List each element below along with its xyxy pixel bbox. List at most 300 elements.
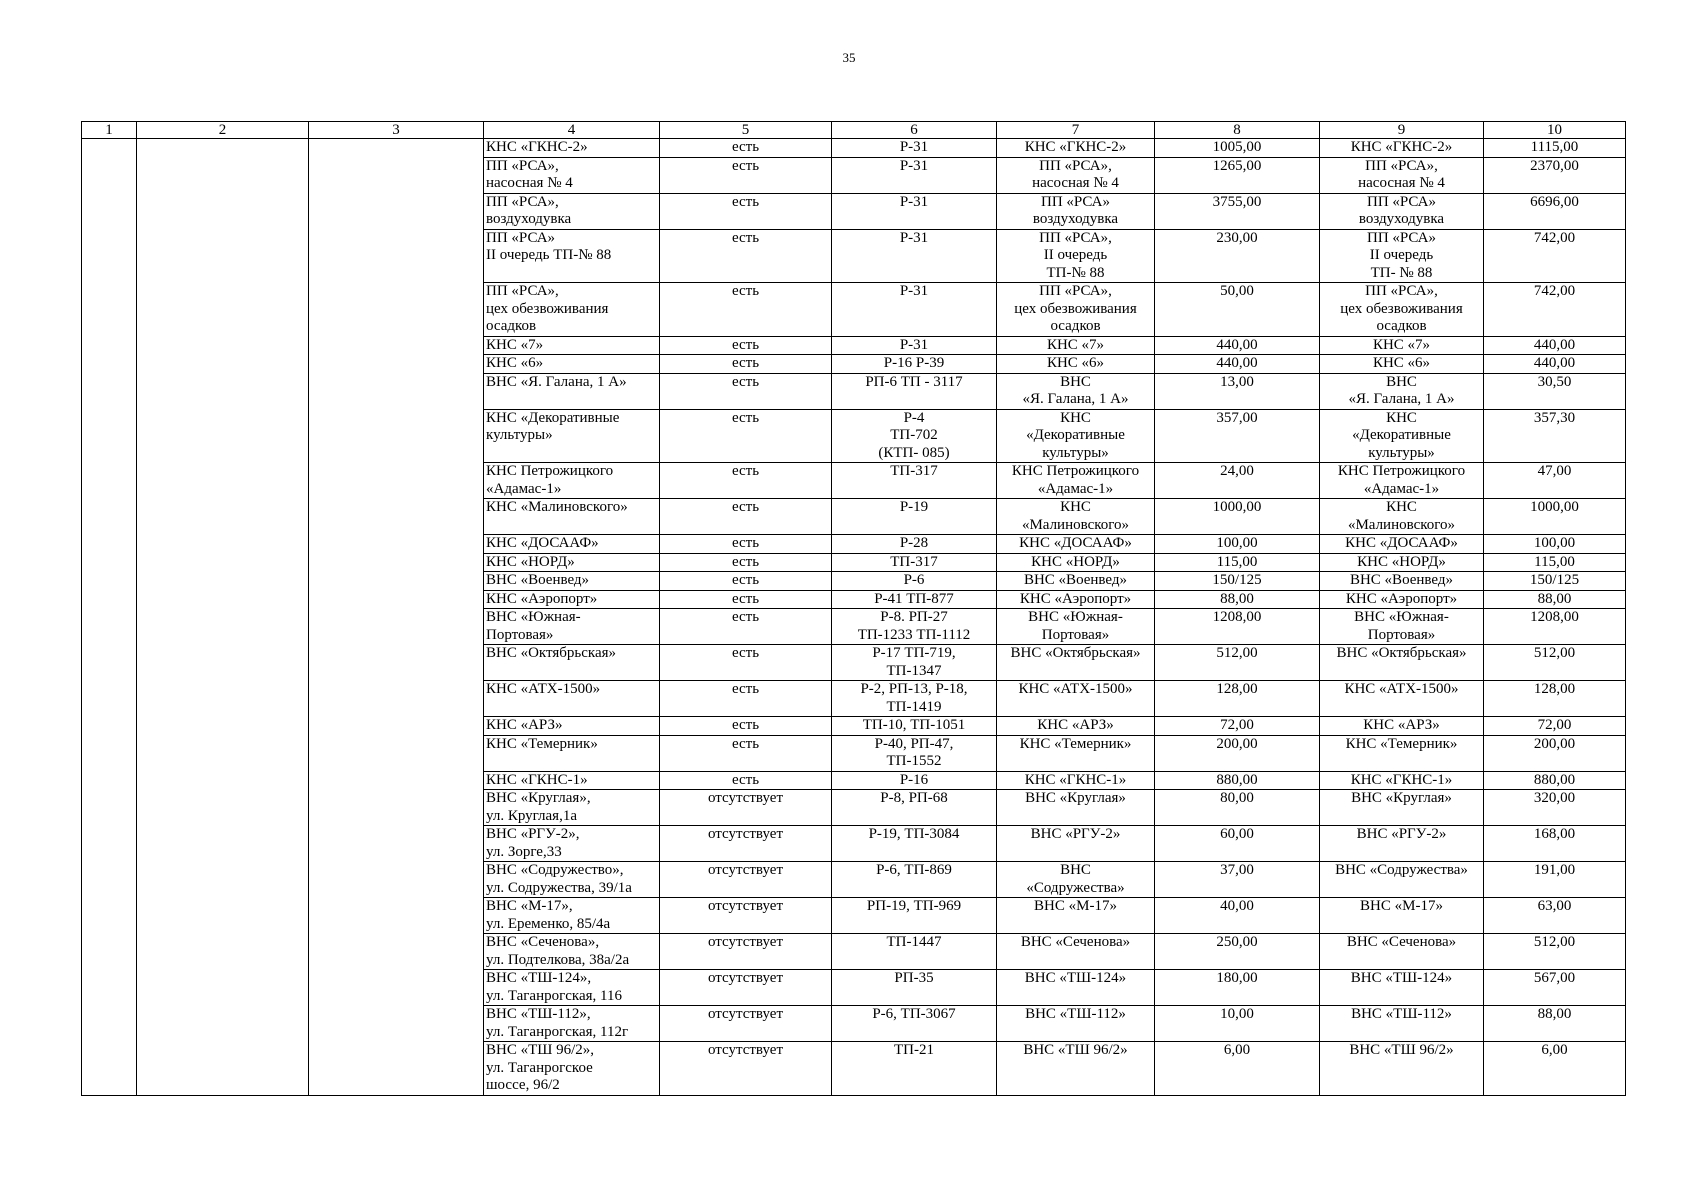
cell-col-5: есть [660,717,832,736]
cell-line: Р-8, РП-68 [880,790,948,806]
cell-col-7 [997,826,1155,862]
cell-line: ВНС «М-17» [1034,898,1117,914]
cell-line: Р-41 ТП-877 [874,590,954,607]
cell-col-7 [997,572,1155,591]
cell-col-7 [997,898,1155,934]
cell-line: Р-17 ТП-719, [872,645,956,661]
cell-line: ТП-1419 [886,698,942,715]
cell-line: КНС «ДОСААФ» [1345,535,1458,551]
cell-line: КНС «Аэропорт» [1345,590,1458,607]
cell-col-5: есть [660,681,832,717]
cell-line: «Содружества» [1026,879,1125,896]
cell-col-4 [484,373,660,409]
cell-col-8: 230,00 [1155,229,1320,283]
cell-col-10: 200,00 [1484,735,1626,771]
cell-line: цех обезвоживания [1014,300,1137,317]
column-header: 8 [1155,122,1320,139]
cell-col-6 [832,355,997,374]
cell-line: ТП-10, ТП-1051 [862,717,966,733]
cell-col-10: 168,00 [1484,826,1626,862]
cell-col-9 [1320,409,1484,463]
cell-col-9 [1320,283,1484,337]
cell-col-10: 6,00 [1484,1042,1626,1096]
cell-col-5: отсутствует [660,826,832,862]
cell-col-4 [484,862,660,898]
cell-col-5: есть [660,463,832,499]
cell-line: шоссе, 96/2 [486,1077,560,1093]
cell-col-4 [484,572,660,591]
cell-line: «Декоративные [1026,427,1125,443]
cell-line: КНС [1060,499,1091,515]
cell-col-8: 88,00 [1155,590,1320,609]
cell-col-8: 100,00 [1155,535,1320,554]
cell-col-10: 30,50 [1484,373,1626,409]
cell-line: ВНС «ТШ-112», [486,1006,591,1022]
cell-line: ВНС «ТШ 96/2» [1349,1042,1454,1058]
cell-line: КНС «ГКНС-1» [1024,771,1127,788]
cell-line: Р-19 [899,499,929,515]
cell-line: Портовая» [486,626,554,643]
cell-col-5: отсутствует [660,934,832,970]
cell-line: КНС «АРЗ» [1037,717,1114,733]
cell-col-7 [997,862,1155,898]
cell-col-6 [832,409,997,463]
column-header: 9 [1320,122,1484,139]
cell-line: ПП «РСА» [1040,193,1111,210]
cell-col-4 [484,790,660,826]
cell-line: ВНС «Круглая» [1351,790,1452,806]
cell-col-4 [484,681,660,717]
cell-col-9 [1320,355,1484,374]
cell-col-4 [484,771,660,790]
cell-col-5: есть [660,735,832,771]
cell-line: ВНС «Сеченова» [1346,934,1457,950]
cell-line: ПП «РСА», [1365,157,1438,174]
cell-col-8: 180,00 [1155,970,1320,1006]
cell-col-5: есть [660,193,832,229]
cell-col-7 [997,193,1155,229]
cell-col-7 [997,139,1155,158]
cell-line: Р-16 Р-39 [883,355,945,371]
cell-col-8: 440,00 [1155,355,1320,374]
cell-col-4 [484,283,660,337]
cell-col-9 [1320,373,1484,409]
cell-col-6 [832,499,997,535]
cell-line: Р-31 [899,336,929,353]
cell-col-10: 72,00 [1484,717,1626,736]
cell-line: ВНС [1060,373,1091,390]
cell-col-5: отсутствует [660,790,832,826]
cell-col-6 [832,771,997,790]
cell-line: ПП «РСА», [1365,283,1438,299]
cell-line: КНС Петрожицкого [1337,463,1466,479]
cell-col-8: 1000,00 [1155,499,1320,535]
cell-col-4 [484,535,660,554]
cell-col-10: 440,00 [1484,355,1626,374]
cell-line: Р-6, ТП-869 [876,862,952,878]
merged-empty-cell [309,139,484,1096]
cell-col-6 [832,1042,997,1096]
cell-line: КНС [1386,499,1417,515]
cell-col-8: 1208,00 [1155,609,1320,645]
cell-col-7 [997,790,1155,826]
cell-line: ПП «РСА», [486,193,559,210]
cell-line: ВНС «М-17» [1360,898,1443,914]
cell-line: КНС «Малиновского» [486,499,628,515]
cell-col-9 [1320,681,1484,717]
cell-line: Р-28 [899,535,929,551]
cell-col-10: 2370,00 [1484,157,1626,193]
cell-col-6 [832,934,997,970]
column-number-row [82,122,1626,139]
cell-line: РП-19, ТП-969 [866,898,962,914]
cell-col-8: 13,00 [1155,373,1320,409]
cell-col-5: есть [660,572,832,591]
cell-col-6 [832,336,997,355]
cell-col-6 [832,970,997,1006]
cell-line: КНС «7» [1046,336,1105,353]
cell-col-5: есть [660,283,832,337]
cell-col-4 [484,826,660,862]
cell-col-7 [997,609,1155,645]
cell-line: культуры» [1042,444,1109,461]
cell-col-10: 440,00 [1484,336,1626,355]
cell-line: ул. Круглая,1а [486,807,577,824]
cell-line: ВНС «Южная- [1354,609,1449,625]
cell-line: ВНС [1060,862,1091,878]
cell-col-9 [1320,826,1484,862]
cell-col-6 [832,535,997,554]
cell-col-4 [484,157,660,193]
cell-line: Р-31 [899,139,929,155]
cell-col-9 [1320,898,1484,934]
cell-line: КНС «7» [1372,336,1431,353]
cell-col-10: 47,00 [1484,463,1626,499]
cell-col-10: 357,30 [1484,409,1626,463]
cell-col-7 [997,553,1155,572]
cell-col-9 [1320,463,1484,499]
cell-col-10: 88,00 [1484,1006,1626,1042]
cell-col-5: отсутствует [660,1042,832,1096]
cell-col-9 [1320,717,1484,736]
cell-line: II очередь [1369,247,1434,263]
cell-col-8: 40,00 [1155,898,1320,934]
cell-col-5: есть [660,535,832,554]
cell-col-9 [1320,790,1484,826]
cell-line: ул. Таганрогская, 112г [486,1023,629,1040]
cell-col-5: отсутствует [660,862,832,898]
cell-col-8: 80,00 [1155,790,1320,826]
cell-col-5: есть [660,229,832,283]
cell-col-4 [484,970,660,1006]
cell-line: КНС «7» [486,336,544,353]
cell-line: КНС «Аэропорт» [486,590,598,607]
cell-col-10: 1115,00 [1484,139,1626,158]
cell-col-9 [1320,862,1484,898]
cell-col-6 [832,373,997,409]
cell-line: Р-31 [899,157,929,174]
cell-col-7 [997,735,1155,771]
cell-line: ТП-317 [890,553,938,570]
cell-col-9 [1320,645,1484,681]
cell-line: ВНС «ТШ 96/2» [1023,1042,1128,1058]
cell-line: Р-31 [899,283,929,299]
cell-col-6 [832,283,997,337]
cell-line: ТП-1347 [886,662,942,679]
cell-col-7 [997,535,1155,554]
column-header: 1 [82,122,137,139]
cell-line: ПП «РСА», [486,283,559,299]
cell-line: Р-19, ТП-3084 [868,826,960,842]
cell-line: ВНС «ТШ-112» [1025,1006,1126,1022]
cell-col-7 [997,934,1155,970]
cell-col-4 [484,193,660,229]
column-header: 2 [137,122,309,139]
cell-col-4 [484,229,660,283]
cell-col-5: отсутствует [660,970,832,1006]
cell-col-4 [484,553,660,572]
cell-col-4 [484,355,660,374]
cell-line: КНС «Декоративные [486,409,620,426]
data-table [81,121,1626,1096]
cell-col-8: 24,00 [1155,463,1320,499]
cell-line: ТП-№ 88 [1046,264,1105,281]
cell-line: осадков [1376,318,1427,334]
cell-col-10: 742,00 [1484,283,1626,337]
cell-col-7 [997,771,1155,790]
cell-col-9 [1320,553,1484,572]
cell-col-9 [1320,735,1484,771]
cell-col-7 [997,283,1155,337]
cell-line: «Адамас-1» [1363,480,1440,497]
cell-col-8: 357,00 [1155,409,1320,463]
cell-line: КНС «НОРД» [486,553,575,570]
cell-line: ТП-1552 [886,753,942,769]
cell-col-10: 191,00 [1484,862,1626,898]
cell-line: культуры» [486,427,553,443]
cell-line: ул. Таганрогская, 116 [486,987,622,1004]
cell-col-8: 150/125 [1155,572,1320,591]
cell-col-9 [1320,572,1484,591]
cell-col-10: 63,00 [1484,898,1626,934]
cell-col-10: 512,00 [1484,934,1626,970]
cell-line: КНС «АТХ-1500» [486,681,601,697]
cell-col-4 [484,463,660,499]
cell-col-8: 440,00 [1155,336,1320,355]
merged-empty-cell [82,139,137,1096]
cell-line: КНС «6» [1372,355,1431,371]
cell-col-4 [484,499,660,535]
cell-line: КНС Петрожицкого [486,463,614,479]
cell-col-7 [997,499,1155,535]
cell-line: ВНС «РГУ-2», [486,826,580,842]
cell-line: ВНС «М-17», [486,898,573,914]
cell-line: КНС «Темерник» [1019,735,1132,752]
cell-col-4 [484,735,660,771]
cell-col-6 [832,717,997,736]
cell-line: насосная № 4 [486,175,573,191]
cell-col-9 [1320,157,1484,193]
cell-line: КНС «6» [486,355,544,371]
cell-col-4 [484,336,660,355]
cell-line: КНС «АТХ-1500» [1018,681,1133,697]
cell-line: ВНС «Октябрьская» [486,645,617,661]
cell-col-5: отсутствует [660,1006,832,1042]
cell-col-7 [997,590,1155,609]
cell-col-5: есть [660,355,832,374]
cell-line: ВНС «Южная- [1028,609,1123,625]
cell-col-7 [997,681,1155,717]
cell-col-9 [1320,1042,1484,1096]
cell-col-10: 100,00 [1484,535,1626,554]
cell-line: насосная № 4 [1358,175,1445,191]
cell-col-8: 115,00 [1155,553,1320,572]
cell-col-7 [997,336,1155,355]
cell-line: ул. Еременко, 85/4а [486,915,611,932]
cell-col-9 [1320,609,1484,645]
column-header: 3 [309,122,484,139]
column-header: 6 [832,122,997,139]
cell-col-5: есть [660,409,832,463]
cell-col-4 [484,898,660,934]
cell-col-9 [1320,1006,1484,1042]
cell-line: ВНС «Сеченова», [486,934,600,950]
column-header: 5 [660,122,832,139]
cell-col-9 [1320,934,1484,970]
cell-line: осадков [1050,318,1101,334]
table-row [82,139,1626,158]
cell-col-6 [832,572,997,591]
cell-line: ТП-21 [894,1042,934,1058]
cell-col-4 [484,1042,660,1096]
cell-line: ВНС «Круглая» [1025,790,1126,806]
cell-col-10: 6696,00 [1484,193,1626,229]
cell-line: ВНС «ТШ 96/2», [486,1042,595,1058]
cell-line: ВНС «Военвед» [1349,572,1454,588]
cell-line: ВНС «Сеченова» [1020,934,1131,950]
cell-col-8: 10,00 [1155,1006,1320,1042]
cell-line: II очередь [1043,247,1108,263]
cell-col-9 [1320,336,1484,355]
cell-line: КНС «ГКНС-2» [1350,139,1453,155]
cell-line: ВНС «ТШ-124» [1350,970,1453,986]
cell-col-4 [484,409,660,463]
cell-col-5: есть [660,590,832,609]
cell-col-8: 3755,00 [1155,193,1320,229]
cell-line: КНС «НОРД» [1357,553,1446,570]
cell-col-10: 1208,00 [1484,609,1626,645]
cell-col-8: 128,00 [1155,681,1320,717]
cell-line: КНС «ГКНС-2» [1024,139,1127,155]
cell-col-4 [484,1006,660,1042]
cell-col-4 [484,139,660,158]
cell-line: ВНС «Южная- [486,609,581,625]
cell-line: ВНС «Октябрьская» [1010,645,1141,661]
cell-col-6 [832,193,997,229]
cell-col-10: 880,00 [1484,771,1626,790]
cell-line: КНС «ГКНС-1» [1350,771,1453,788]
cell-col-5: есть [660,553,832,572]
cell-line: Р-6 [903,572,925,588]
cell-col-8: 200,00 [1155,735,1320,771]
cell-col-6 [832,157,997,193]
cell-col-5: есть [660,139,832,158]
cell-line: «Адамас-1» [486,480,562,497]
cell-col-4 [484,717,660,736]
cell-col-6 [832,463,997,499]
cell-col-5: отсутствует [660,898,832,934]
cell-col-8: 250,00 [1155,934,1320,970]
cell-line: ВНС «РГУ-2» [1356,826,1447,842]
cell-line: КНС «ДОСААФ» [1019,535,1132,551]
cell-line: КНС «6» [1046,355,1105,371]
cell-line: Портовая» [1041,626,1110,643]
cell-col-5: есть [660,157,832,193]
cell-col-6 [832,681,997,717]
merged-empty-cell [137,139,309,1096]
column-header: 4 [484,122,660,139]
cell-line: II очередь ТП-№ 88 [486,247,612,263]
cell-line: ул. Зорге,33 [486,843,562,860]
cell-line: «Малиновского» [1021,516,1130,533]
column-header: 10 [1484,122,1626,139]
cell-col-4 [484,609,660,645]
cell-line: ул. Таганрогское [486,1059,593,1076]
cell-col-6 [832,1006,997,1042]
cell-col-8: 37,00 [1155,862,1320,898]
cell-col-8: 6,00 [1155,1042,1320,1096]
cell-col-9 [1320,139,1484,158]
cell-line: Р-4 [903,409,925,426]
cell-line: насосная № 4 [1032,175,1119,191]
cell-line: КНС «Темерник» [486,735,598,752]
cell-line: Р-6, ТП-3067 [872,1006,956,1022]
cell-line: ПП «РСА», [486,157,559,174]
cell-col-6 [832,735,997,771]
cell-col-6 [832,139,997,158]
cell-col-9 [1320,193,1484,229]
cell-line: ВНС «ТШ-124», [486,970,592,986]
cell-col-6 [832,898,997,934]
cell-line: ПП «РСА», [1039,283,1112,299]
cell-col-7 [997,373,1155,409]
cell-line: культуры» [1368,444,1435,461]
cell-line: ВНС «ТШ-112» [1351,1006,1452,1022]
cell-col-7 [997,229,1155,283]
cell-col-7 [997,1006,1155,1042]
cell-line: воздуходувка [1032,211,1119,227]
cell-line: ВНС [1386,373,1417,390]
cell-col-5: есть [660,373,832,409]
cell-line: цех обезвоживания [1340,300,1463,317]
cell-col-10: 320,00 [1484,790,1626,826]
cell-col-9 [1320,590,1484,609]
cell-line: ПП «РСА», [1039,229,1112,246]
cell-line: ВНС «РГУ-2» [1030,826,1121,842]
cell-line: КНС «ДОСААФ» [486,535,599,551]
cell-col-9 [1320,535,1484,554]
cell-col-8: 72,00 [1155,717,1320,736]
cell-col-6 [832,826,997,862]
cell-col-7 [997,355,1155,374]
cell-col-10: 115,00 [1484,553,1626,572]
cell-col-6 [832,229,997,283]
cell-col-9 [1320,970,1484,1006]
cell-line: Р-8. РП-27 [880,609,948,625]
cell-line: РП-35 [894,970,934,986]
cell-col-7 [997,717,1155,736]
cell-col-8: 60,00 [1155,826,1320,862]
